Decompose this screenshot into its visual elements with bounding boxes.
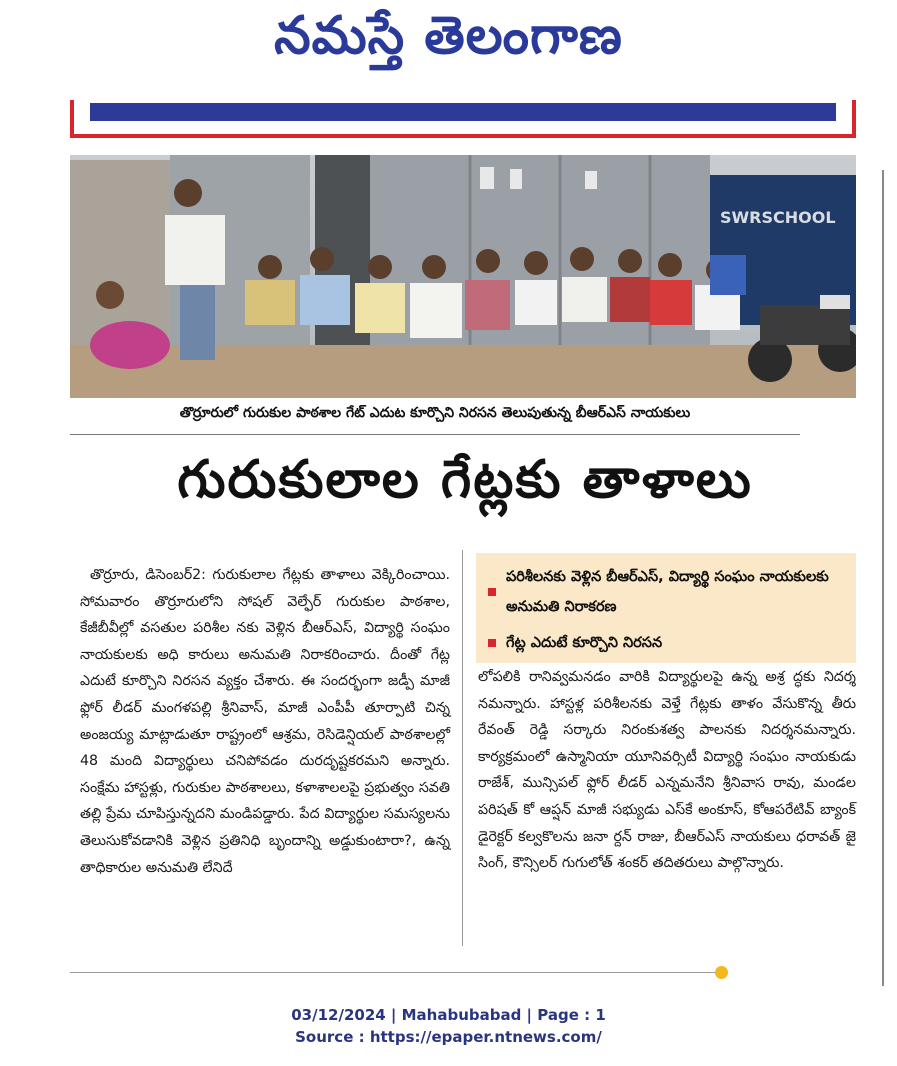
school-wall-sign: SWRSCHOOL — [720, 208, 836, 227]
article-left-column — [80, 562, 450, 881]
photo-caption: తొర్రూరులో గురుకుల పాఠశాల గేట్ ఎదుట కూర్చొని నిరసన తెలుపుతున్న బీఆర్ఎస్ నాయకులు — [179, 405, 691, 421]
article-right-column — [478, 664, 856, 877]
article-left-text: తొర్రూరు, డిసెంబర్2: గురుకులాల గేట్లకు తాళాలు వెక్కిరించాయి. సోమవారం తొర్రూరులోని సోషల్ వెల్ఫేర్ గురుకుల పాఠశాల, కేజీబీవీల్లో వసతుల పరిశీల నకు వెళ్లిన బీఆర్ఎస్, విద్యార్థి సంఘం నాయకులకు అధి కారులు అనుమతి నిరాకరించారు. దీంతో గేట్ల ఎదుటే కూర్చొని నిరసన వ్యక్తం చేశారు. ఈ సందర్భంగా జడ్పీ మాజీ ఫ్లోర్ లీడర్ మంగళపల్లి శ్రీనివాస్, మాజీ ఎంపీపీ తూర్పాటి చిన్న అంజయ్య మాట్లాడుతూ రాష్ట్రంలో ఆశ్రమ, రెసిడెన్షియల్ పాఠశాలల్లో 48 మంది విద్యార్థులు చనిపోవడం దురదృష్టకరమని అన్నారు. సంక్షేమ హాస్టళ్లు, గురుకుల పాఠశాలలు, కళాశాలలపై ప్రభుత్వం సవతి తల్లి ప్రేమ చూపిస్తున్నదని మండిపడ్డారు. పేద విద్యార్థుల సమస్యలను తెలుసుకోవడానికి వెళ్లిన ప్రతినిధి బృందాన్ని అడ్డుకుంటారా?, ఉన్న తాధికారుల అనుమతి లేనిదే — [80, 567, 450, 876]
highlight-text: గేట్ల ఎదుటే కూర్చొని నిరసన — [506, 635, 663, 651]
highlight-text: పరిశీలనకు వెళ్లిన బీఆర్ఎస్, విద్యార్థి సంఘం నాయకులకు అనుమతి నిరాకరణ — [506, 569, 829, 615]
caption-divider — [70, 434, 800, 435]
bullet-square-icon — [488, 639, 496, 647]
masthead — [0, 0, 897, 80]
bullet-square-icon — [488, 588, 496, 596]
article-end-dot — [715, 966, 728, 979]
footer-edition-line: 03/12/2024 | Mahabubabad | Page : 1 — [291, 1006, 606, 1024]
newspaper-title: నమస్తే తెలంగాణ — [274, 6, 623, 66]
flag-blue-band — [90, 103, 836, 121]
article-right-text: లోపలికి రానివ్వమనడం వారికి విద్యార్థులపై ఉన్న అశ్ర ద్ధకు నిదర్శ నమన్నారు. హాస్టళ్ల పరిశీలనకు వెళ్తే గేట్లకు తాళం వేసుకొన్న తీరు రేవంత్ రెడ్డి సర్కారు నిరంకుశత్వ పాలనకు నిదర్శనమన్నారు. కార్యక్రమంలో ఉస్మానియా యూనివర్సిటీ విద్యార్థి సంఘం నాయకుడు రాజేశ్, మున్సిపల్ ఫ్లోర్ లీడర్ ఎన్నమనేని శ్రీనివాస రావు, మండల పరిషత్ కో ఆప్షన్ మాజీ సభ్యుడు ఎస్‌కే అంకూస్, కోఆపరేటివ్ బ్యాంక్ డైరెక్టర్ కల్వకొలను జనా ర్దన్ రాజు, బీఆర్ఎస్ నాయకులు ధరావత్ జై సింగ్, కౌన్సిలర్ గుగులోత్ శంకర్ తదితరులు పాల్గొన్నారు. — [478, 669, 856, 872]
news-photo — [70, 155, 856, 398]
masthead-flag-banner — [70, 100, 856, 138]
footer-source-link[interactable]: Source : https://epaper.ntnews.com/ — [295, 1028, 602, 1046]
highlight-item — [488, 628, 836, 658]
article-end-rule — [70, 972, 720, 973]
column-divider — [462, 550, 463, 946]
highlight-item — [488, 562, 836, 622]
page-edge-rule — [882, 170, 884, 986]
article-headline: గురుకులాల గేట్లకు తాళాలు — [177, 450, 753, 510]
page-footer — [0, 1004, 897, 1048]
protest-photo-illustration — [70, 155, 856, 398]
